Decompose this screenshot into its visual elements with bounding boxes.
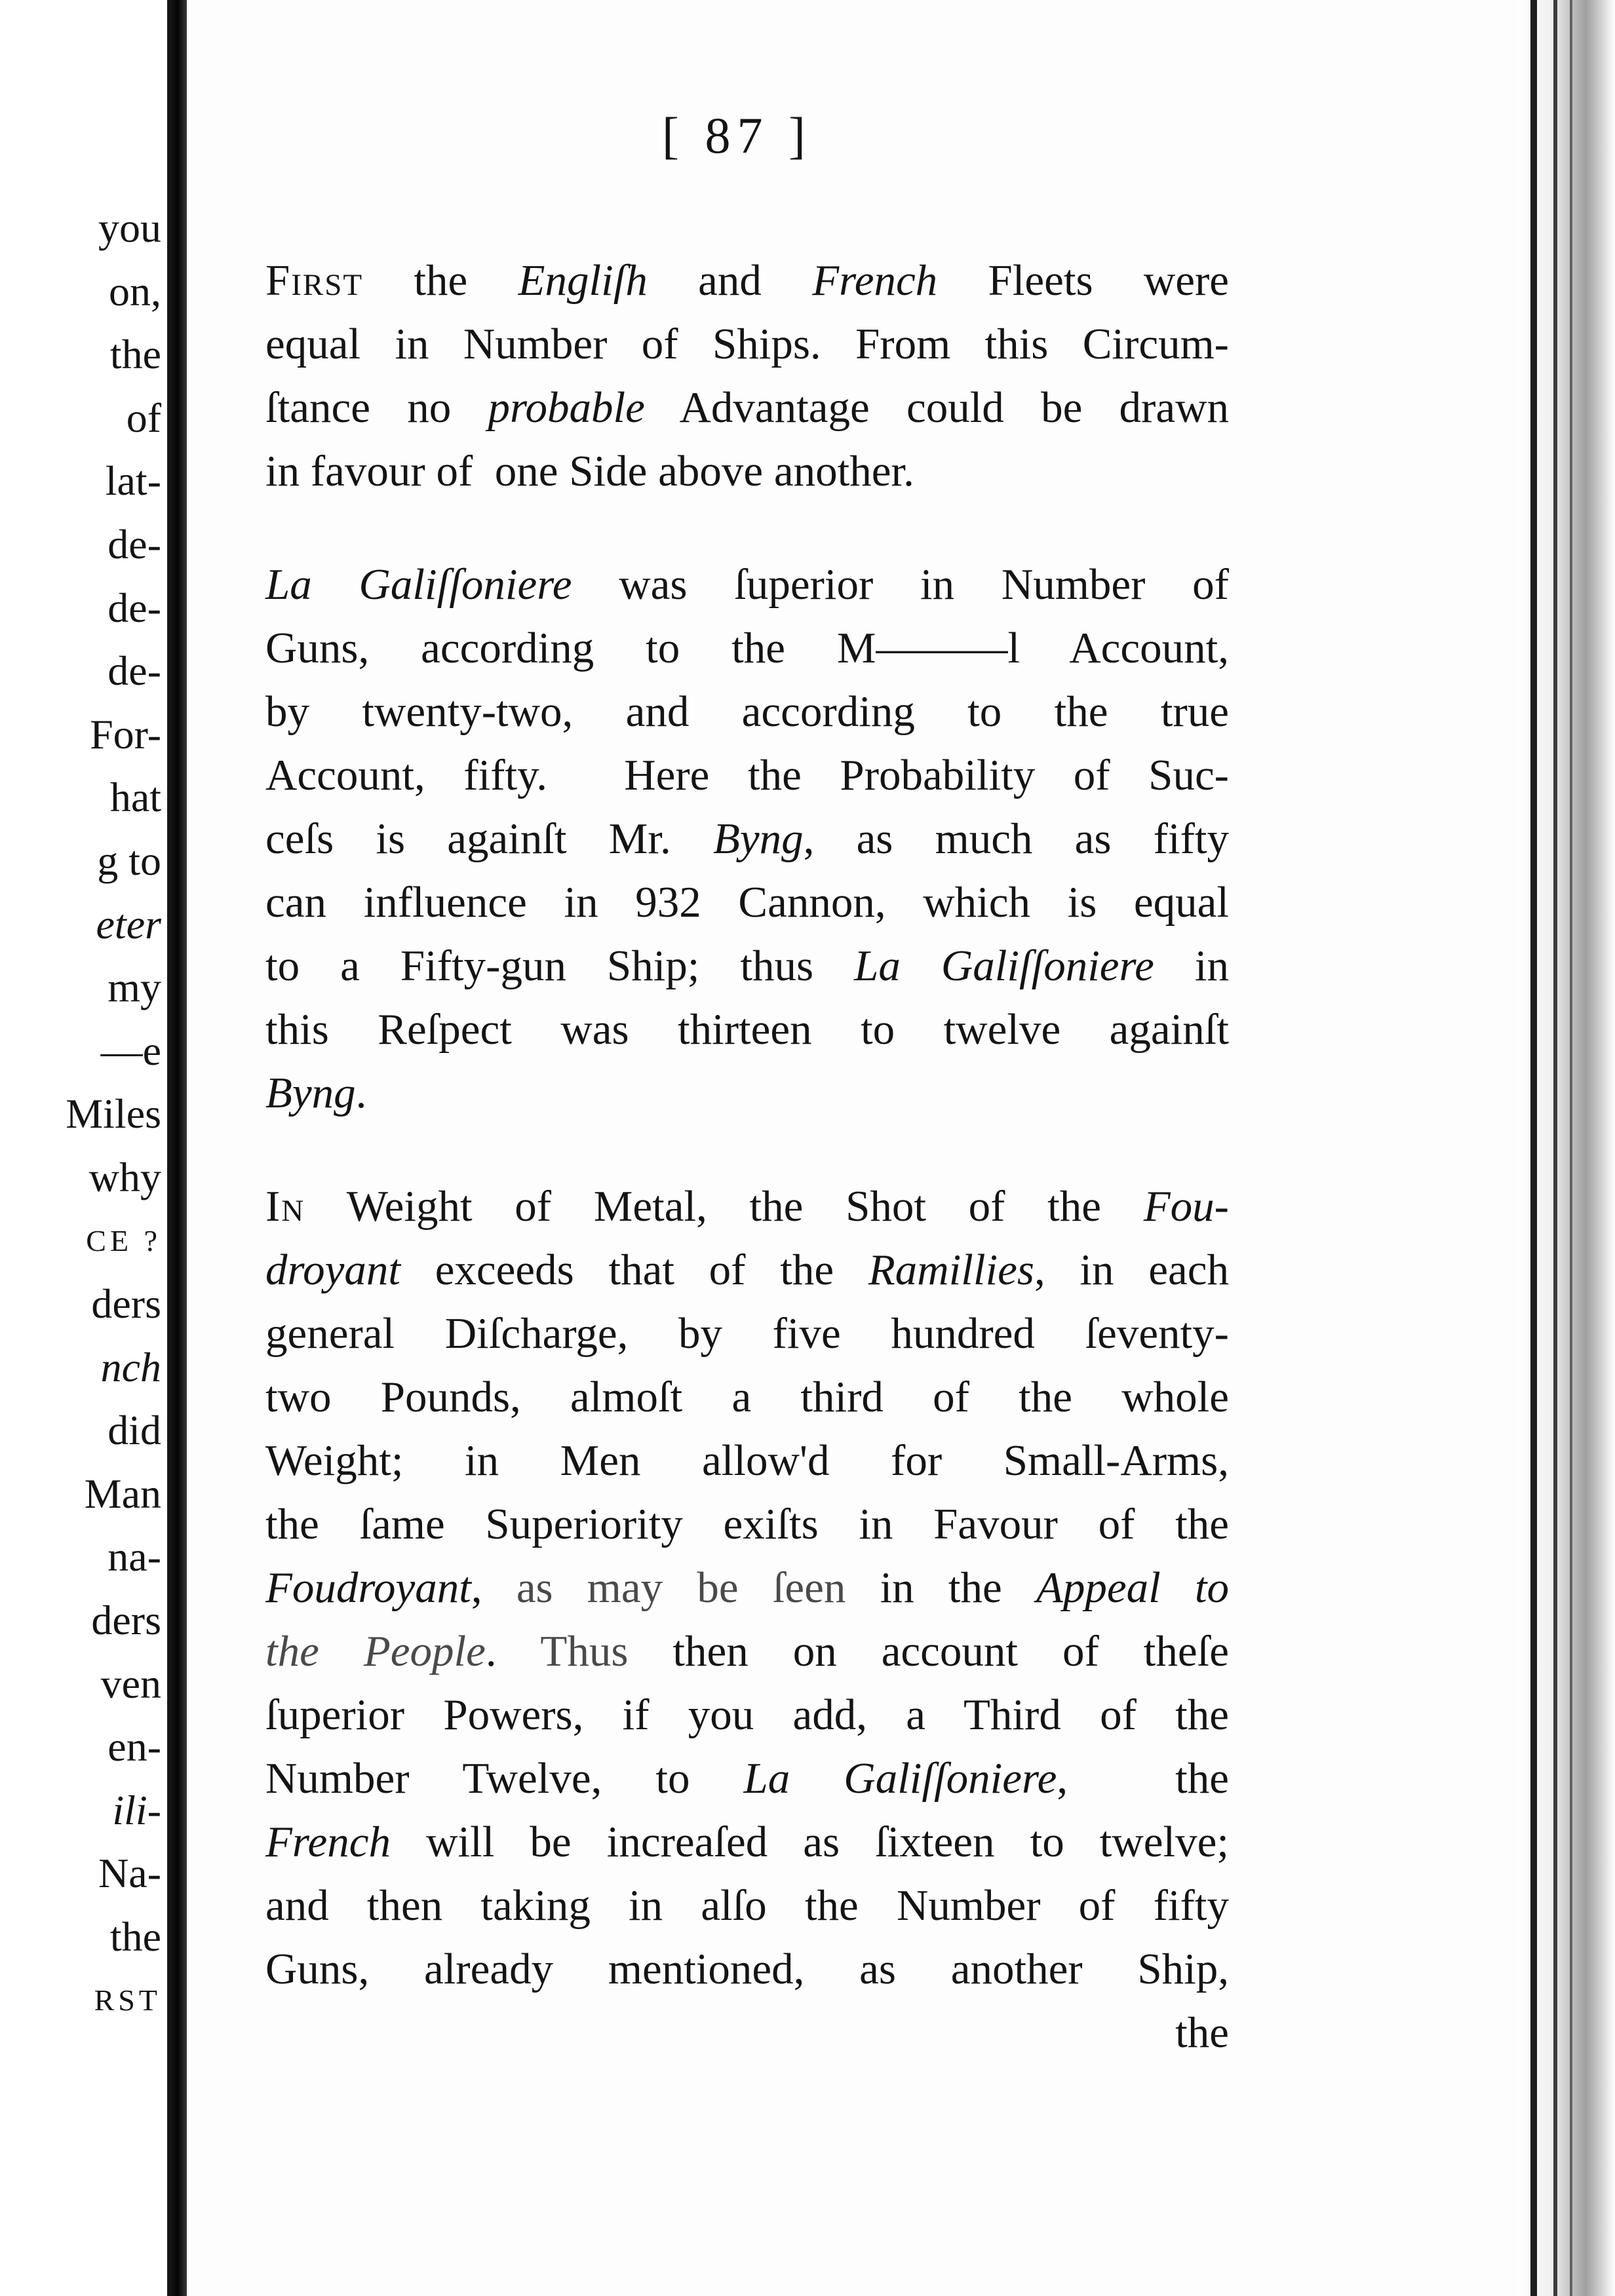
text-line: Guns, according to the M———l Account, [265, 624, 1229, 672]
text-line: Number Twelve, to La Galiſſoniere, the [265, 1754, 1229, 1803]
catchword: the [1175, 2008, 1229, 2057]
page-number: [ 87 ] [662, 107, 812, 164]
book-gutter [167, 0, 187, 2296]
text-line: Guns, already mentioned, as another Ship, [265, 1945, 1229, 1993]
paragraph-3 [265, 1175, 1229, 2065]
left-edge-line: did [107, 1407, 161, 1454]
left-edge-line: why [88, 1153, 161, 1200]
text-line: French will be increaſed as ſixteen to twelve; [265, 1818, 1229, 1866]
left-edge-line: you [98, 204, 161, 251]
text-line: this Reſpect was thirteen to twelve againſt [265, 1005, 1229, 1054]
left-edge-line: of [126, 394, 161, 441]
left-edge-line: my [107, 964, 161, 1011]
left-edge-line: g to [97, 837, 161, 884]
page-edges [1517, 0, 1615, 2296]
left-edge-line: Miles [66, 1090, 161, 1138]
left-edge-line: the [109, 331, 161, 378]
left-edge-line: ders [91, 1280, 161, 1328]
left-edge-line: Na- [98, 1850, 161, 1897]
body-text [265, 249, 1229, 2114]
text-line: ceſs is againſt Mr. Byng, as much as fifty [265, 814, 1229, 863]
left-edge-line: de- [107, 584, 161, 631]
text-line: the ſame Superiority exiſts in Favour of the [265, 1500, 1229, 1548]
text-line: general Diſcharge, by five hundred ſeventy- [265, 1309, 1229, 1358]
left-edge-line: na- [107, 1533, 161, 1580]
text-line: ſuperior Powers, if you add, a Third of the [265, 1691, 1229, 1739]
left-edge-line: on, [109, 267, 161, 315]
text-line: First the Engliſh and French Fleets were [265, 256, 1229, 305]
left-edge-line: nch [100, 1343, 161, 1390]
left-edge-line: eter [96, 900, 161, 947]
left-edge-line: en- [107, 1723, 161, 1770]
text-line: ſtance no probable Advantage could be drawn [265, 383, 1229, 432]
text-line: droyant exceeds that of the Ramillies, in each [265, 1246, 1230, 1294]
left-page-text-edge [0, 0, 164, 2032]
text-line: the People. Thus then on account of theſe [265, 1627, 1229, 1675]
text-line: equal in Number of Ships. From this Circum- [265, 320, 1229, 368]
left-edge-line: lat- [105, 457, 161, 505]
text-line: to a Fifty-gun Ship; thus La Galiſſoniere in [265, 942, 1229, 990]
left-edge-line: CE ? [86, 1223, 161, 1257]
paragraph-1 [265, 249, 1229, 503]
left-edge-line: ili- [112, 1786, 161, 1833]
left-edge-line: For- [90, 710, 161, 757]
left-edge-line: de- [107, 647, 161, 695]
left-edge-line: hat [109, 774, 161, 821]
left-edge-line: RST [94, 1983, 161, 2017]
text-line: in favour of one Side above another. [265, 447, 914, 495]
left-edge-line: ders [91, 1597, 161, 1644]
left-edge-line: ven [100, 1660, 161, 1707]
left-edge-line: Man [84, 1470, 161, 1517]
left-edge-line: de- [107, 520, 161, 567]
text-line: La Galiſſoniere was ſuperior in Number of [265, 560, 1229, 609]
text-line: and then taking in alſo the Number of fifty [265, 1881, 1229, 1930]
text-line: In Weight of Metal, the Shot of the Fou- [265, 1182, 1229, 1231]
text-line: can influence in 932 Cannon, which is equal [265, 878, 1229, 927]
text-line: Account, fifty. Here the Probability of Suc- [265, 751, 1229, 799]
left-edge-line: the [109, 1913, 161, 1961]
text-line: Weight; in Men allow'd for Small-Arms, [265, 1436, 1229, 1485]
paragraph-2 [265, 553, 1229, 1125]
left-edge-line: —e [100, 1027, 161, 1074]
text-line: Foudroyant, as may be ſeen in the Appeal to [265, 1563, 1229, 1612]
text-line: two Pounds, almoſt a third of the whole [265, 1373, 1229, 1421]
text-line: by twenty-two, and according to the true [265, 687, 1229, 736]
text-line: Byng. [265, 1069, 367, 1117]
left-page-fragment [0, 0, 178, 2296]
